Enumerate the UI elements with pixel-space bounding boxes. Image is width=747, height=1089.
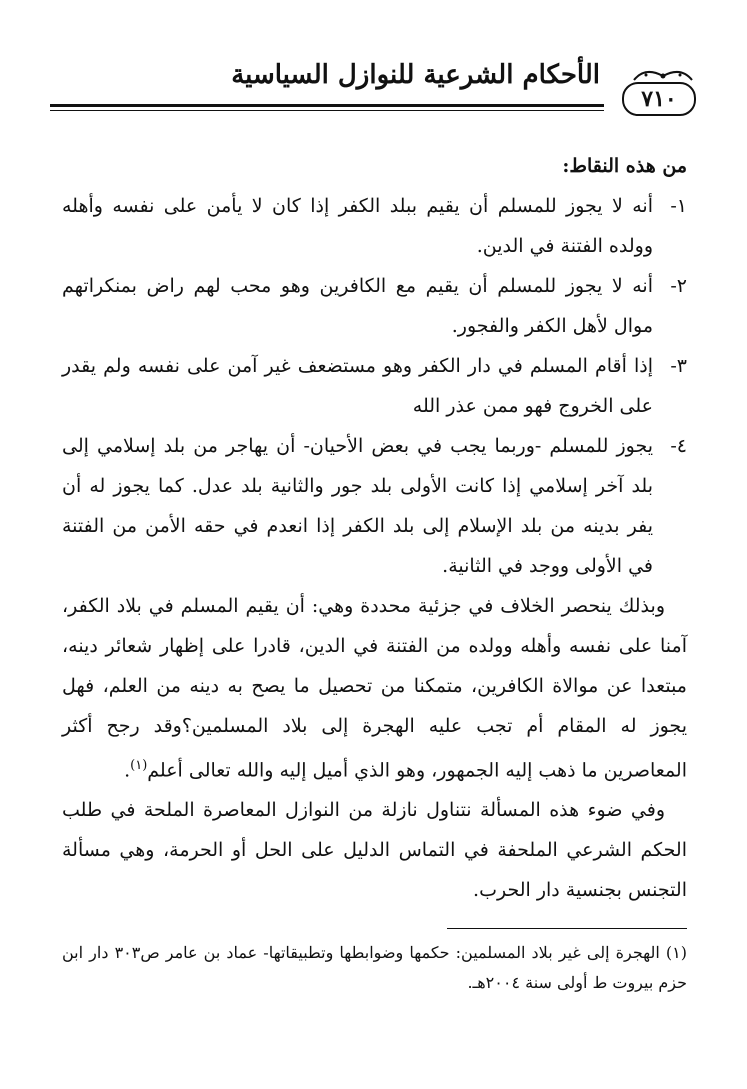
item-number: ٣- (670, 355, 687, 377)
page-number: ٧١٠ (622, 82, 696, 116)
item-text: أنه لا يجوز للمسلم أن يقيم مع الكافرين وهو محب لهم راض بمنكراتهم موال لأهل الكفر والفجور. (62, 275, 653, 337)
header-rule-thin (50, 110, 604, 111)
paragraph (62, 586, 687, 790)
list-item (62, 266, 687, 346)
item-number: ٢- (670, 275, 687, 297)
list-item (62, 186, 687, 266)
item-text: يجوز للمسلم -وربما يجب في بعض الأحيان- أن يهاجر من بلد إسلامي إلى بلد آخر إسلامي إذا كانت الأولى بلد جور والثانية بلد عدل. كما يجوز له أن يفر بدينه من بلد الإسلام إلى بلد الكفر إذا انعدم في حقه الأمن من الفتنة في الأولى ووجد في الثانية. (62, 435, 653, 577)
header-rule (50, 104, 604, 107)
item-number: ٤- (670, 435, 687, 457)
footnote-separator (447, 928, 687, 929)
item-text: أنه لا يجوز للمسلم أن يقيم ببلد الكفر إذا كان لا يأمن على نفسه وأهله وولده الفتنة في الدين. (62, 195, 653, 257)
item-number: ١- (670, 195, 687, 217)
paragraph: وفي ضوء هذه المسألة نتناول نازلة من النوازل المعاصرة الملحة في طلب الحكم الشرعي الملحفة في التماس الدليل على الحل أو الحرمة، وهي مسألة التجنس بجنسية دار الحرب. (62, 799, 687, 902)
item-text: إذا أقام المسلم في دار الكفر وهو مستضعف غير آمن على نفسه ولم يقدر على الخروج فهو ممن عذر الله (62, 355, 653, 417)
footnote: (١) الهجرة إلى غير بلاد المسلمين: حكمها وضوابطها وتطبيقاتها- عماد بن عامر ص٣٠٣ دار ابن حزم بيروت ط أولى سنة ٢٠٠٤هـ. (62, 943, 688, 992)
paragraph-end: . (124, 759, 131, 782)
main-text (62, 146, 687, 910)
page-number-frame (620, 70, 700, 120)
list-item (62, 426, 687, 586)
footnote-reference: (١) (130, 758, 148, 773)
paragraph-text: وبذلك ينحصر الخلاف في جزئية محددة وهي: أن يقيم المسلم في بلاد الكفر، آمنا على نفسه وأهله وولده من الفتنة في الدين، قادرا على إظهار شعائر دينه، مبتعدا عن موالاة الكافرين، متمكنا من تحصيل ما يصح به دينه من العلم، فهل يجوز له المقام أم تجب عليه الهجرة إلى بلاد المسلمين؟وقد رجح أكثر المعاصرين ما ذهب إليه الجمهور، وهو الذي أميل إليه والله تعالى أعلم (62, 595, 687, 782)
list-item (62, 346, 687, 426)
intro-line: من هذه النقاط: (562, 155, 687, 177)
page-header (50, 56, 700, 126)
ornament-icon (632, 70, 694, 82)
running-title: الأحكام الشرعية للنوازل السياسية (231, 60, 600, 90)
